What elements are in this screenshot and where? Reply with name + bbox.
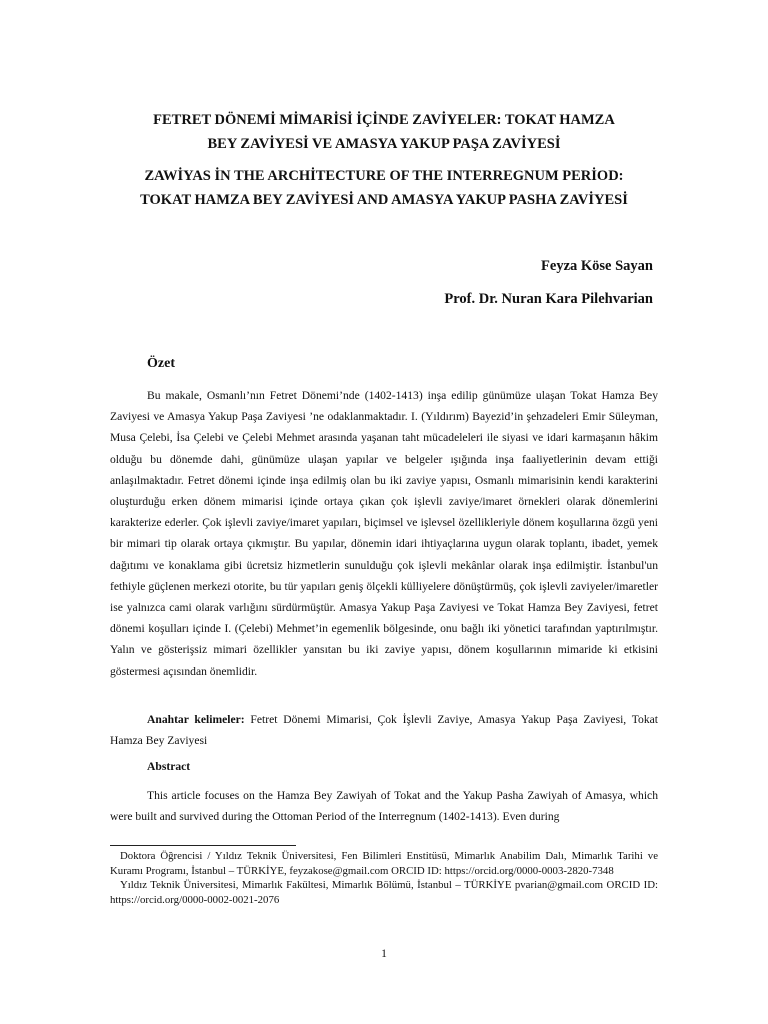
title-turkish-line-1: FETRET DÖNEMİ MİMARİSİ İÇİNDE ZAVİYELER: TOKAT HAMZA [153,112,615,128]
author-2: Prof. Dr. Nuran Kara Pilehvarian [444,291,653,307]
title-english-line-1: ZAWİYAS İN THE ARCHİTECTURE OF THE INTERREGNUM PERİOD: [144,168,624,184]
title-turkish [108,108,660,156]
ozet-paragraph: Bu makale, Osmanlı’nın Fetret Dönemi’nde (1402-1413) inşa edilip günümüze ulaşan Tokat Hamza Bey Zaviyesi ve Amasya Yakup Paşa Zaviyesi ’ne odaklanmaktadır. I. (Yıldırım) Bayezid’in şehzadeleri Emir Süleyman, Musa Çelebi, İsa Çelebi ve Çelebi Mehmet arasında yaşanan taht mücadeleleri ile siyasi ve idari karmaşanın hâkim olduğu bu dönemde dahi, günümüze ulaşan yapılar ve belgeler ışığında inşa faaliyetlerinin devam ettiği anlaşılmaktadır. Fetret dönemi içinde inşa edilmiş olan bu iki zaviye yapısı, Osmanlı mimarisinin kendi karakterini oluşturduğu erken dönem mimarisi içinde ortaya çıkan çok işlevli zaviye/imaret örnekleri olarak dönemlerini karakterize ederler. Çok işlevli zaviye/imaret yapıları, biçimsel ve işlevsel özellikleriyle dönem koşullarına özgü yeni bir mimari tip olarak ortaya çıkmıştır. Bu yapılar, dönemin idari ihtiyaçlarına uygun olarak toplantı, ibadet, yemek dağıtımı ve konaklama gibi ücretsiz hizmetlerin sunulduğu çok işlevli mekânlar olarak inşa edilmiştir. İstanbul'un fethiyle güçlenen merkezi otorite, bu tür yapıları geniş ölçekli külliyelere dönüştürmüş, çok işlevli zaviyeler/imaretler ise yalnızca cami olarak varlığını sürdürmüştür. Amasya Yakup Paşa Zaviyesi ve Tokat Hamza Bey Zaviyesi, fetret dönemi koşulları içinde I. (Çelebi) Mehmet’in egemenlik bölgesinde, onu bağlı iki yönetici tarafından yaptırılmıştır. Yalın ve gösterişsiz mimari özellikler yansıtan bu iki zaviye yapısı, dönem koşullarının mimaride ki etkisini göstermesi açısından önemlidir. [110,389,658,678]
title-turkish-line-2: BEY ZAVİYESİ VE AMASYA YAKUP PAŞA ZAVİYESİ [207,136,561,152]
footnotes [110,849,658,907]
title-english-line-2: TOKAT HAMZA BEY ZAVİYESİ AND AMASYA YAKUP PASHA ZAVİYESİ [140,192,628,208]
page-number: 1 [381,947,387,960]
keywords-label: Anahtar kelimeler: [147,713,245,726]
footnote-1: Doktora Öğrencisi / Yıldız Teknik Üniversitesi, Fen Bilimleri Enstitüsü, Mimarlık Anabilim Dalı, Mimarlık Tarihi ve Kuramı Programı, İstanbul – TÜRKİYE, feyzakose@gmail.com ORCID ID: https://orcid.org/0000-0003-2820-7348 [110,850,658,877]
author-1: Feyza Köse Sayan [541,258,653,274]
footnote-2: Yıldız Teknik Üniversitesi, Mimarlık Fakültesi, Mimarlık Bölümü, İstanbul – TÜRKİYE pvarian@gmail.com ORCID ID: https://orcid.org/0000-0002-0021-2076 [110,879,658,906]
title-english [108,164,660,212]
ozet-heading: Özet [147,356,175,371]
keywords-paragraph [110,709,658,751]
keywords-list: Fetret Dönemi Mimarisi, Çok İşlevli Zaviye, Amasya Yakup Paşa Zaviyesi, Tokat Hamza Bey Zaviyesi [110,713,658,748]
abstract-heading: Abstract [147,760,191,773]
abstract-paragraph: This article focuses on the Hamza Bey Zawiyah of Tokat and the Yakup Pasha Zawiyah of Amasya, which were built and survived during the Ottoman Period of the Interregnum (1402-1413). Even during [110,789,658,824]
footnote-separator [110,845,296,846]
